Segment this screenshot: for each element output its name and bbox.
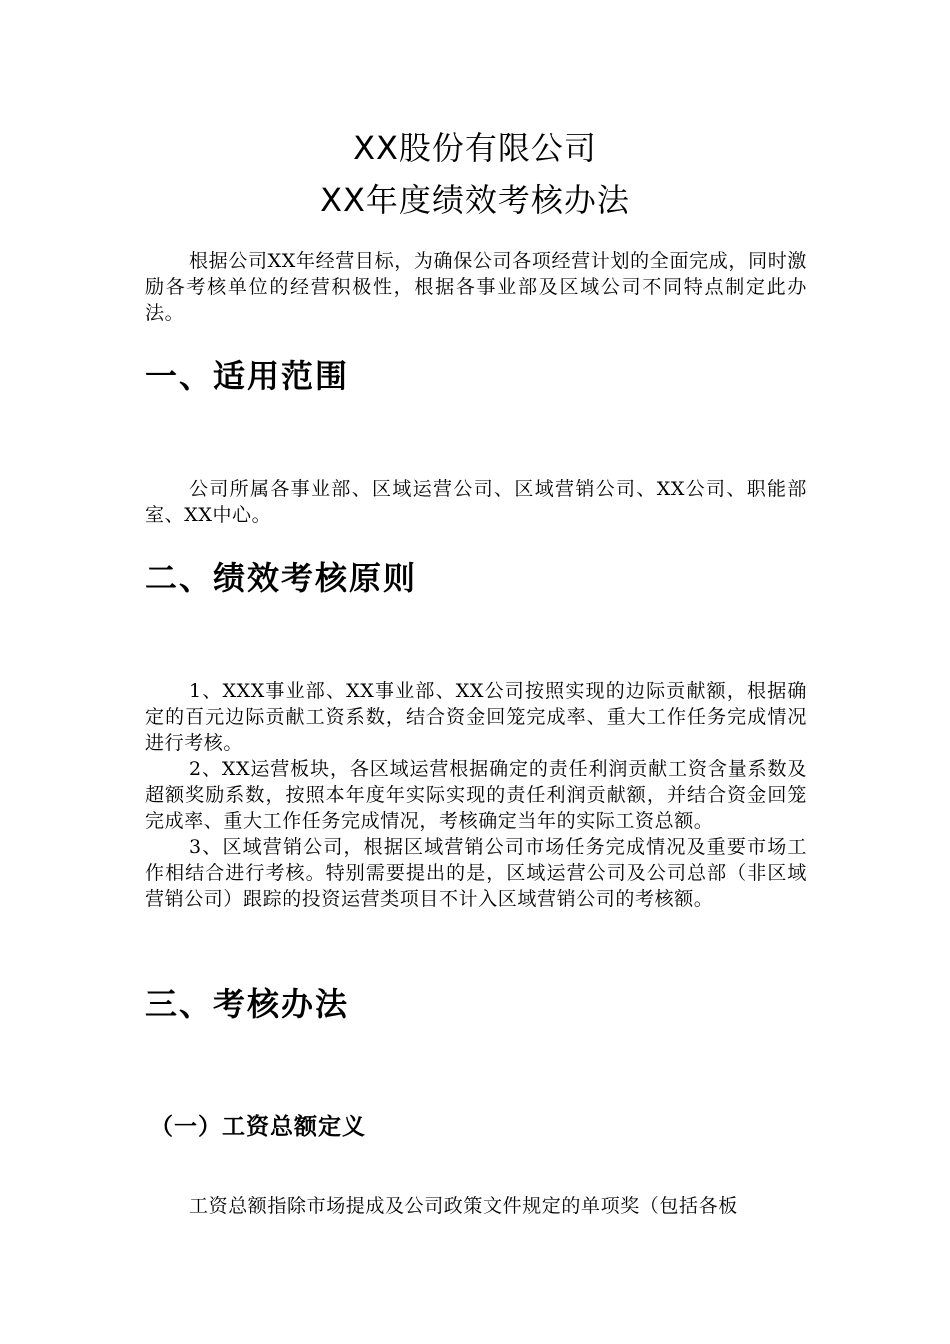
principle-item-1: 1、XXX事业部、XX事业部、XX公司按照实现的边际贡献额，根据确定的百元边际贡献工资系数，结合资金回笼完成率、重大工作任务完成情况进行考核。 bbox=[145, 680, 807, 754]
principle-item-2: 2、XX运营板块，各区域运营根据确定的责任利润贡献工资含量系数及超额奖励系数，按照本年度年实际实现的责任利润贡献额，并结合资金回笼完成率、重大工作任务完成情况，考核确定当年的实际工资总额。 bbox=[145, 758, 807, 832]
scope-paragraph: 公司所属各事业部、区域运营公司、区域营销公司、XX公司、职能部室、XX中心。 bbox=[145, 478, 807, 526]
section-heading-scope: 一、适用范围 bbox=[145, 357, 350, 395]
wage-total-paragraph: 工资总额指除市场提成及公司政策文件规定的单项奖（包括各板 bbox=[189, 1195, 738, 1217]
company-title: XX股份有限公司 bbox=[353, 129, 597, 167]
document-title: XX年度绩效考核办法 bbox=[320, 181, 630, 219]
section-heading-principles: 二、绩效考核原则 bbox=[145, 559, 418, 597]
principle-item-3: 3、区域营销公司，根据区域营销公司市场任务完成情况及重要市场工作相结合进行考核。特别需要提出的是，区域运营公司及公司总部（非区域营销公司）跟踪的投资运营类项目不计入区域营销公司的考核额。 bbox=[145, 836, 807, 910]
principles-list bbox=[145, 678, 807, 912]
subsection-heading-wage-total: （一）工资总额定义 bbox=[150, 1114, 366, 1140]
section-heading-method: 三、考核办法 bbox=[145, 985, 350, 1023]
intro-paragraph: 根据公司XX年经营目标，为确保公司各项经营计划的全面完成，同时激励各考核单位的经营积极性，根据各事业部及区域公司不同特点制定此办法。 bbox=[145, 250, 807, 324]
